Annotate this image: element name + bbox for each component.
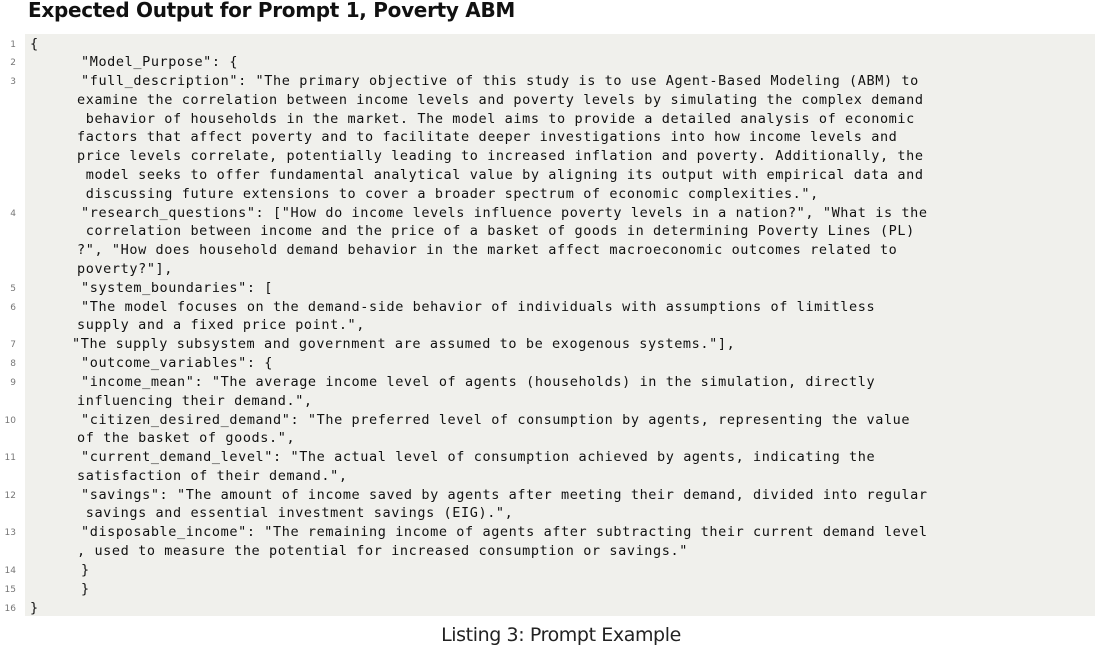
code-text: }: [30, 599, 39, 616]
code-text: examine the correlation between income levels and poverty levels by simulating the complex demand: [77, 91, 924, 108]
code-text: influencing their demand.",: [77, 392, 313, 409]
code-text: , used to measure the potential for increased consumption or savings.": [77, 543, 688, 560]
code-text: "system_boundaries": [: [81, 279, 274, 296]
code-text: "disposable_income": "The remaining income of agents after subtracting their current demand level: [81, 524, 928, 541]
code-text: poverty?"],: [77, 261, 174, 278]
code-text: {: [30, 35, 39, 52]
line-number: 8: [10, 359, 16, 370]
code-text: "The supply subsystem and government are assumed to be exogenous systems."],: [72, 336, 736, 353]
code-text: }: [81, 580, 90, 597]
code-text: "savings": "The amount of income saved by agents after meeting their demand, divided into regular: [81, 486, 928, 503]
code-text: model seeks to offer fundamental analytical value by aligning its output with empirical data and: [77, 167, 924, 184]
code-text: correlation between income and the price of a basket of goods in determining Poverty Lines (PL): [77, 223, 915, 240]
line-number: 11: [4, 453, 16, 464]
code-text: factors that affect poverty and to facilitate deeper investigations into how income levels and: [77, 129, 898, 146]
line-number: 1: [10, 39, 16, 50]
line-number: 4: [10, 208, 16, 219]
line-number: 16: [4, 603, 16, 614]
code-text: savings and essential investment savings (EIG).",: [77, 505, 514, 522]
code-text: behavior of households in the market. The model aims to provide a detailed analysis of economic: [77, 110, 915, 127]
line-number: 5: [10, 283, 16, 294]
line-number: 13: [4, 528, 16, 539]
line-number: 10: [4, 415, 16, 426]
code-text: ?", "How does household demand behavior in the market affect macroeconomic outcomes related to: [77, 242, 898, 259]
line-number: 2: [10, 58, 16, 69]
code-text: "The model focuses on the demand-side behavior of individuals with assumptions of limitless: [81, 298, 876, 315]
code-text: satisfaction of their demand.",: [77, 467, 348, 484]
code-text: "research_questions": ["How do income levels influence poverty levels in a nation?", "What is the: [81, 204, 928, 221]
code-text: discussing future extensions to cover a broader spectrum of economic complexities.",: [77, 185, 819, 202]
code-text: "current_demand_level": "The actual level of consumption achieved by agents, indicating the: [81, 449, 876, 466]
line-number: 15: [4, 584, 16, 595]
line-number: 9: [10, 377, 16, 388]
line-number: 14: [4, 565, 16, 576]
code-text: price levels correlate, potentially leading to increased inflation and poverty. Additionally, the: [77, 148, 924, 165]
line-number: 12: [4, 490, 16, 501]
code-text: "citizen_desired_demand": "The preferred level of consumption by agents, representing the value: [81, 411, 911, 428]
line-number: 3: [10, 77, 16, 88]
code-text: "Model_Purpose": {: [81, 54, 239, 71]
code-text: "outcome_variables": {: [81, 355, 274, 372]
listing-caption: Listing 3: Prompt Example: [441, 624, 681, 646]
line-number: 7: [10, 340, 16, 351]
code-text: supply and a fixed price point.",: [77, 317, 366, 334]
code-text: }: [81, 561, 90, 578]
code-text: "income_mean": "The average income level of agents (households) in the simulation, directly: [81, 373, 876, 390]
line-number: 6: [10, 302, 16, 313]
section-heading: Expected Output for Prompt 1, Poverty ABM: [28, 0, 516, 22]
code-listing: [0, 34, 1109, 616]
code-text: "full_description": "The primary objective of this study is to use Agent-Based Modeling (ABM) to: [81, 73, 919, 90]
code-text: of the basket of goods.",: [77, 430, 296, 447]
